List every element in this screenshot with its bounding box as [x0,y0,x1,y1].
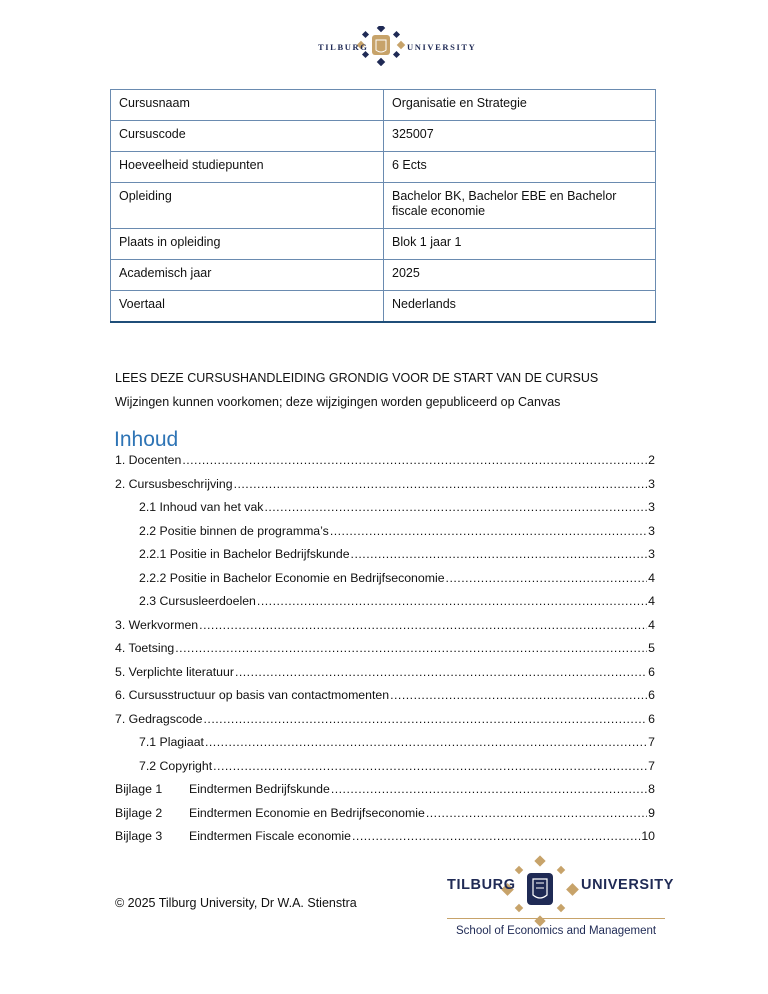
toc-entry-label: 2.2.1 Positie in Bachelor Bedrijfskunde [139,547,350,561]
toc-entry-page: 6 [648,664,655,679]
toc-leader-dots [390,688,647,702]
toc-entry-label: 3. Werkvormen [115,617,199,632]
toc-entry-page: 8 [648,782,655,796]
copyright-text: © 2025 Tilburg University, Dr W.A. Stienstra [115,896,357,910]
info-row [111,152,656,183]
toc-leader-dots [426,806,647,820]
info-value: Nederlands [384,291,656,323]
toc-leader-dots [331,782,647,796]
toc-leader-dots [204,712,648,726]
logo-text-university: UNIVERSITY [407,42,477,52]
toc-entry[interactable] [115,641,655,665]
notice-heading: LEES DEZE CURSUSHANDLEIDING GRONDIG VOOR DE START VAN DE CURSUS [115,371,599,385]
course-info-table [110,89,656,323]
toc-entry-page: 2 [648,453,655,467]
toc-entry-page: 3 [648,476,655,491]
toc-entry-label: 2.2.2 Positie in Bachelor Economie en Bedrijfseconomie [139,570,445,585]
toc-leader-dots [199,618,647,632]
footer-logo-divider [447,918,665,919]
logo-text-tilburg: TILBURG [318,42,369,52]
toc-entry[interactable] [115,688,655,712]
toc-entry[interactable] [115,665,655,689]
info-row [111,291,656,323]
footer-logo-text-university: UNIVERSITY [581,877,675,893]
info-key: Voertaal [111,291,384,323]
toc-entry-page: 4 [648,617,655,632]
info-key: Cursuscode [111,121,384,152]
info-key: Academisch jaar [111,260,384,291]
toc-leader-dots [264,500,647,514]
toc-entry-page: 7 [648,735,655,749]
toc-entry-page: 4 [648,594,655,608]
toc-entry-label: 7. Gedragscode [115,711,203,726]
info-key: Opleiding [111,183,384,229]
toc-entry[interactable] [115,594,655,618]
notice-subtext: Wijzingen kunnen voorkomen; deze wijzigingen worden gepubliceerd op Canvas [115,395,561,409]
toc-entry-label: 6. Cursusstructuur op basis van contactmomenten [115,688,390,702]
toc-entry-page: 6 [648,688,655,702]
toc-title: Inhoud [114,428,179,451]
toc-leader-dots [235,665,647,679]
info-value: Organisatie en Strategie [384,90,656,121]
toc-leader-dots [205,735,647,749]
info-value: Blok 1 jaar 1 [384,229,656,260]
info-value: 2025 [384,260,656,291]
toc-entry-page: 3 [648,523,655,538]
toc-leader-dots [351,547,648,561]
info-row [111,183,656,229]
toc-entry-label: 4. Toetsing [115,641,175,655]
toc-entry[interactable] [115,759,655,783]
toc-entry[interactable] [115,712,655,736]
toc-entry[interactable] [115,618,655,642]
toc-leader-dots [352,829,640,843]
info-row [111,260,656,291]
toc-entry[interactable] [115,829,655,853]
info-value: Bachelor BK, Bachelor EBE en Bachelor fiscale economie [384,183,656,229]
toc-entry-page: 6 [648,711,655,726]
toc-entry-label: 2.1 Inhoud van het vak [139,500,264,514]
toc-entry[interactable] [115,453,655,477]
toc-entry-page: 5 [648,641,655,655]
toc-entry-page: 10 [641,829,655,843]
toc-entry-label: 1. Docenten [115,453,182,467]
info-key: Plaats in opleiding [111,229,384,260]
toc-entry[interactable] [115,571,655,595]
toc-entry[interactable] [115,477,655,501]
toc-appendix-number: Bijlage 2 [115,805,163,820]
toc-leader-dots [182,453,647,467]
footer-logo-text-tilburg: TILBURG [447,877,516,893]
toc-leader-dots [330,524,647,538]
university-crest-icon [0,26,768,66]
toc-appendix-number: Bijlage 3 [115,829,163,843]
toc-entry-page: 3 [648,500,655,514]
toc-entry-label: Eindtermen Fiscale economie [189,829,351,843]
toc-entry-page: 9 [648,805,655,820]
toc-entry-label: 5. Verplichte literatuur [115,664,234,679]
toc-entry-label: Eindtermen Economie en Bedrijfseconomie [189,805,425,820]
toc-entry-label: Eindtermen Bedrijfskunde [189,782,330,796]
school-name: School of Economics and Management [456,925,657,937]
toc-entry-label: 2.3 Cursusleerdoelen [139,594,256,608]
toc-leader-dots [234,477,648,491]
toc-appendix-number: Bijlage 1 [115,782,163,796]
toc-entry[interactable] [115,806,655,830]
toc-entry[interactable] [115,782,655,806]
toc-leader-dots [446,571,648,585]
info-row [111,229,656,260]
toc-entry-label: 2. Cursusbeschrijving [115,476,233,491]
info-key: Hoeveelheid studiepunten [111,152,384,183]
info-row [111,90,656,121]
toc-leader-dots [213,759,647,773]
toc-entry-label: 7.2 Copyright [139,758,213,773]
toc-entry[interactable] [115,524,655,548]
info-value: 6 Ects [384,152,656,183]
toc-entry[interactable] [115,547,655,571]
toc-entry-page: 3 [648,547,655,561]
info-key: Cursusnaam [111,90,384,121]
toc-entry-page: 7 [648,758,655,773]
table-of-contents [115,453,655,853]
toc-entry-label: 7.1 Plagiaat [139,735,204,749]
toc-entry-page: 4 [648,570,655,585]
toc-leader-dots [175,641,647,655]
toc-leader-dots [257,594,647,608]
info-row [111,121,656,152]
info-value: 325007 [384,121,656,152]
toc-entry[interactable] [115,735,655,759]
toc-entry[interactable] [115,500,655,524]
toc-entry-label: 2.2 Positie binnen de programma’s [139,523,329,538]
